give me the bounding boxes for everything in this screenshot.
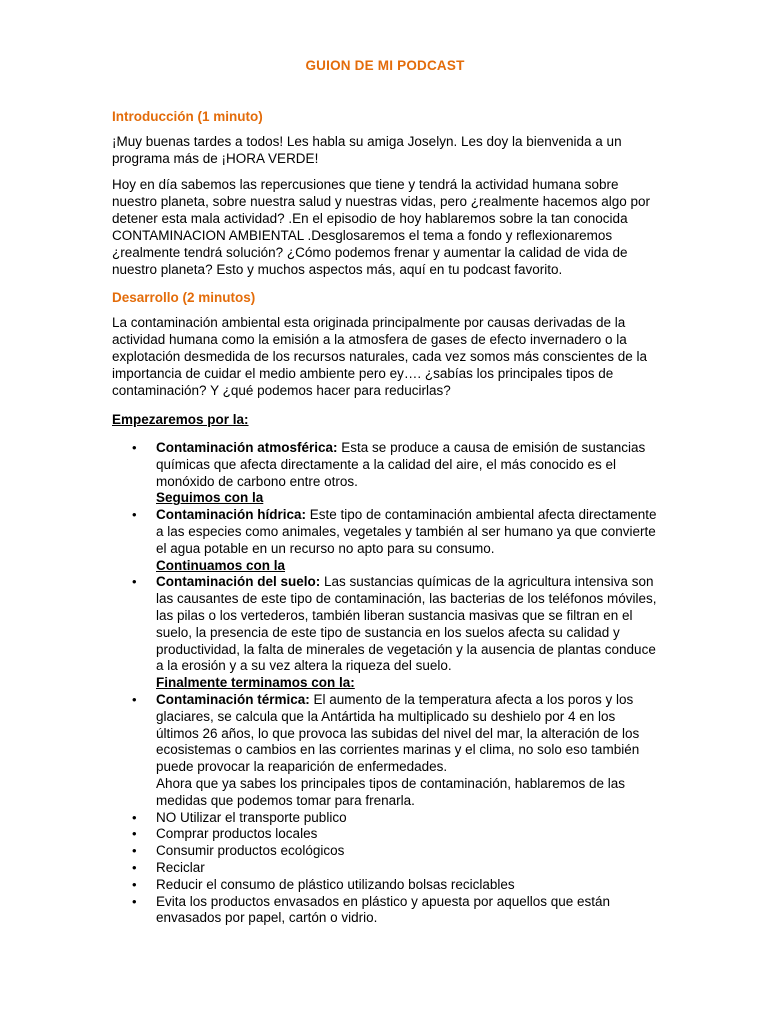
type-text: El aumento de la temperatura afecta a los poros y los glaciares, se calcula que la Antártida ha multiplicado su deshielo por 4 en los últimos 26 años, lo que provoca las subidas del nivel del mar, la alteración de los ecosistemas o cambios en las corrientes marinas y el clima, no solo eso también puede provocar la reaparición de enfermedades. <box>156 691 640 775</box>
measure-text: NO Utilizar el transporte publico <box>156 809 347 825</box>
document-title: GUION DE MI PODCAST <box>305 58 465 73</box>
list-item <box>112 860 658 877</box>
bullet-icon: • <box>132 843 137 859</box>
bullet-icon: • <box>132 440 137 455</box>
development-heading: Desarrollo (2 minutos) <box>112 290 256 305</box>
bullet-icon: • <box>132 893 137 909</box>
list-item <box>112 574 658 692</box>
bullet-icon: • <box>132 574 137 590</box>
bullet-icon: • <box>132 507 137 523</box>
type-connector: Seguimos con la <box>156 490 264 506</box>
type-term: Contaminación atmosférica: <box>156 440 338 455</box>
bullet-icon: • <box>132 809 137 825</box>
type-text: Las sustancias químicas de la agricultura intensiva son las causantes de este tipo de contaminación, las bacterias de los teléfonos móviles, las pilas o los vertederos, también liberan sustancia masivas que se filtran en el suelo, la presencia de este tipo de sustancia en los suelos afecta su calidad y productividad, la falta de minerales de vegetación y la ausencia de plantas conduce a la erosión y a su vez altera la riqueza del suelo. <box>156 574 657 674</box>
list-item <box>112 692 658 810</box>
start-label: Empezaremos por la: <box>112 412 249 427</box>
intro-paragraph-2: Hoy en día sabemos las repercusiones que tiene y tendrá la actividad humana sobre nuestro planeta, sobre nuestra salud y nuestras vidas, pero ¿realmente hacemos algo por detener esta mala actividad? .En el episodio de hoy hablaremos sobre la tan conocida CONTAMINACION AMBIENTAL .Desglosaremos el tema a fondo y reflexionaremos ¿realmente tendrá solución? ¿Cómo podemos frenar y aumentar la calidad de vida de nuestro planeta? Esto y muchos aspectos más, aquí en tu podcast favorito. <box>112 177 651 277</box>
list-item <box>112 826 658 843</box>
bullet-icon: • <box>132 691 137 707</box>
measure-text: Reciclar <box>156 859 205 875</box>
list-item <box>112 507 658 574</box>
bullet-icon: • <box>132 876 137 892</box>
measures-list <box>112 810 658 928</box>
list-item <box>112 810 658 827</box>
measure-text: Comprar productos locales <box>156 826 318 842</box>
transition-text: Ahora que ya sabes los principales tipos de contaminación, hablaremos de las medidas que podemos tomar para frenarla. <box>156 775 626 808</box>
list-item <box>112 440 658 507</box>
type-connector: Finalmente terminamos con la: <box>156 675 355 691</box>
bullet-icon: • <box>132 826 137 842</box>
type-term: Contaminación del suelo: <box>156 574 321 590</box>
contamination-types-list <box>112 440 658 810</box>
type-text: Esta se produce a causa de emisión de sustancias químicas que afecta directamente a la calidad del aire, el más conocido es el monóxido de carbono entre otros. <box>156 440 646 489</box>
measure-text: Evita los productos envasados en plástico y apuesta por aquellos que están envasados por papel, cartón o vidrio. <box>156 893 611 926</box>
type-term: Contaminación hídrica: <box>156 507 307 523</box>
intro-heading: Introducción (1 minuto) <box>112 109 263 124</box>
development-paragraph: La contaminación ambiental esta originada principalmente por causas derivadas de la actividad humana como la emisión a la atmosfera de gases de efecto invernadero o la explotación desmedida de los recursos naturales, cada vez somos más conscientes de la importancia de cuidar el medio ambiente pero ey…. ¿sabías los principales tipos de contaminación? Y ¿qué podemos hacer para reducirlas? <box>112 315 648 398</box>
measure-text: Consumir productos ecológicos <box>156 843 345 859</box>
intro-paragraph-1: ¡Muy buenas tardes a todos! Les habla su amiga Joselyn. Les doy la bienvenida a un programa más de ¡HORA VERDE! <box>112 134 622 166</box>
bullet-icon: • <box>132 859 137 875</box>
type-text: Este tipo de contaminación ambiental afecta directamente a las especies como animales, vegetales y también al ser humano ya que convierte el agua potable en un recurso no apto para su consumo. <box>156 507 657 556</box>
type-connector: Continuamos con la <box>156 557 286 573</box>
list-item <box>112 843 658 860</box>
list-item <box>112 877 658 894</box>
type-term: Contaminación térmica: <box>156 691 310 707</box>
list-item <box>112 894 658 928</box>
measure-text: Reducir el consumo de plástico utilizando bolsas reciclables <box>156 876 515 892</box>
